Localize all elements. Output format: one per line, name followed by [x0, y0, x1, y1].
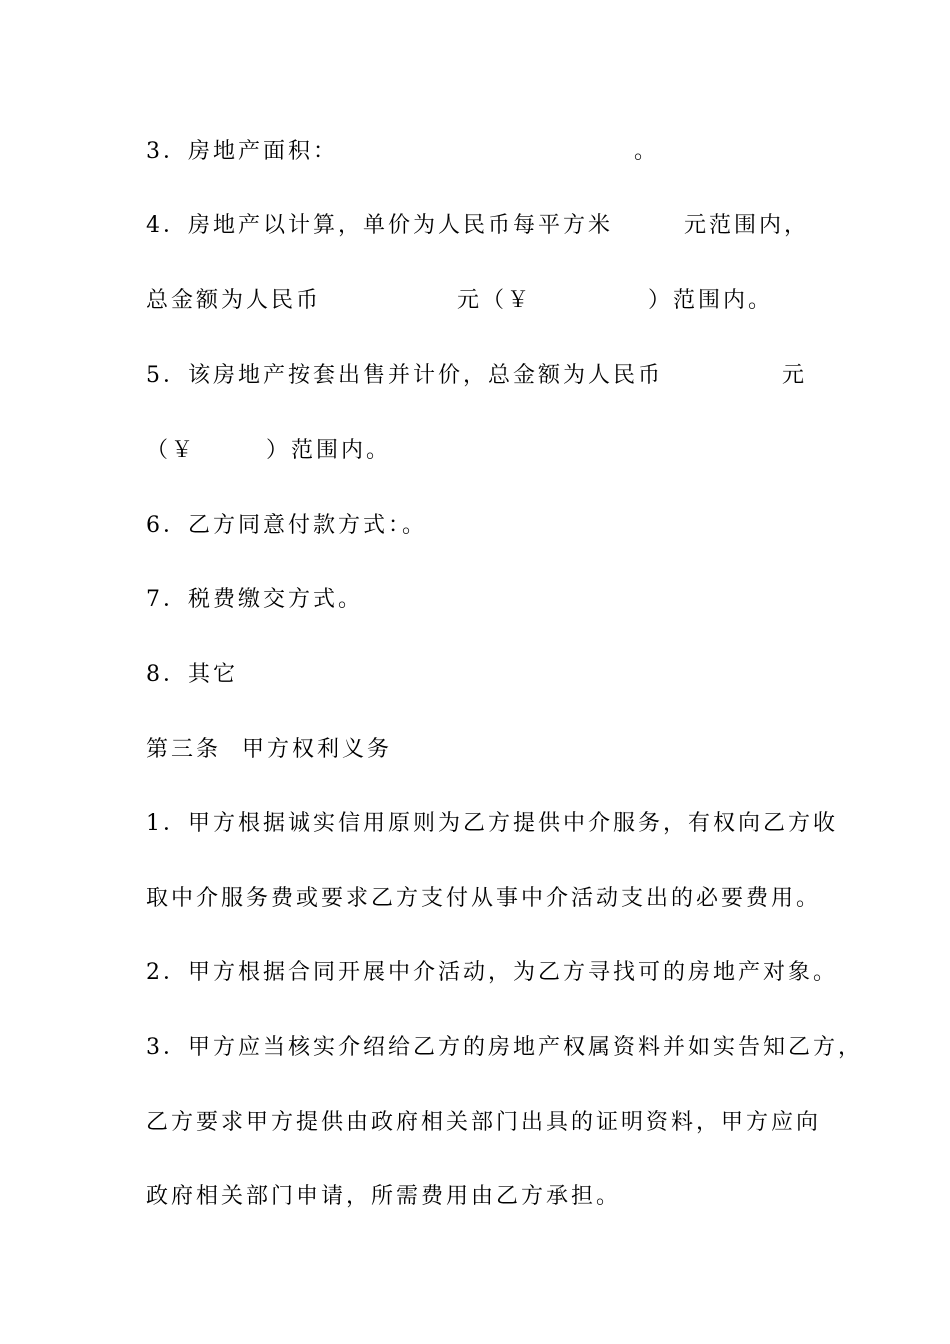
text-segment: 取中介服务费或要求乙方支付从事中介活动支出的必要费用。 [146, 886, 822, 911]
text-segment: 乙方要求甲方提供由政府相关部门出具的证明资料，甲方应向 [146, 1110, 822, 1135]
paragraph-line [0, 134, 950, 170]
text-segment: 5．该房地产按套出售并计价，总金额为人民币 [146, 363, 663, 388]
paragraph-line [0, 1179, 950, 1215]
text-segment: 1．甲方根据诚实信用原则为乙方提供中介服务，有权向乙方收 [146, 811, 838, 836]
text-segment: 总金额为人民币 [146, 288, 322, 313]
paragraph-line [0, 1105, 950, 1141]
text-segment: （￥ [146, 438, 197, 463]
paragraph-line [0, 955, 950, 991]
text-segment: 政府相关部门申请，所需费用由乙方承担。 [146, 1184, 622, 1209]
paragraph-line [0, 208, 950, 244]
text-segment: 8．其它 [146, 662, 238, 687]
paragraph-line [0, 1030, 950, 1066]
heading-title: 甲方权利义务 [242, 737, 393, 762]
text-segment: 3．房地产面积： [146, 139, 338, 164]
text-segment: 元 [782, 363, 808, 388]
paragraph-line [0, 806, 950, 842]
text-segment: 元范围内， [684, 213, 810, 238]
paragraph-line [0, 881, 950, 917]
text-segment: 4．房地产以计算，单价为人民币每平方米 [146, 213, 613, 238]
paragraph-line [0, 508, 950, 544]
text-segment: 6．乙方同意付款方式：。 [146, 513, 427, 538]
paragraph-line [0, 433, 950, 469]
paragraph-line [0, 657, 950, 693]
paragraph-line [0, 582, 950, 618]
paragraph-line [0, 358, 950, 394]
section-heading [0, 732, 950, 768]
text-segment: 7．税费缴交方式。 [146, 587, 363, 612]
text-segment: ）范围内。 [266, 438, 392, 463]
heading-number: 第三条 [146, 737, 222, 762]
text-segment: 。 [634, 139, 660, 164]
text-segment: 2．甲方根据合同开展中介活动，为乙方寻找可的房地产对象。 [146, 960, 838, 985]
text-segment: 元（￥ [457, 288, 533, 313]
paragraph-line [0, 283, 950, 319]
text-segment: 3．甲方应当核实介绍给乙方的房地产权属资料并如实告知乙方， [146, 1035, 863, 1060]
text-segment: ）范围内。 [648, 288, 774, 313]
